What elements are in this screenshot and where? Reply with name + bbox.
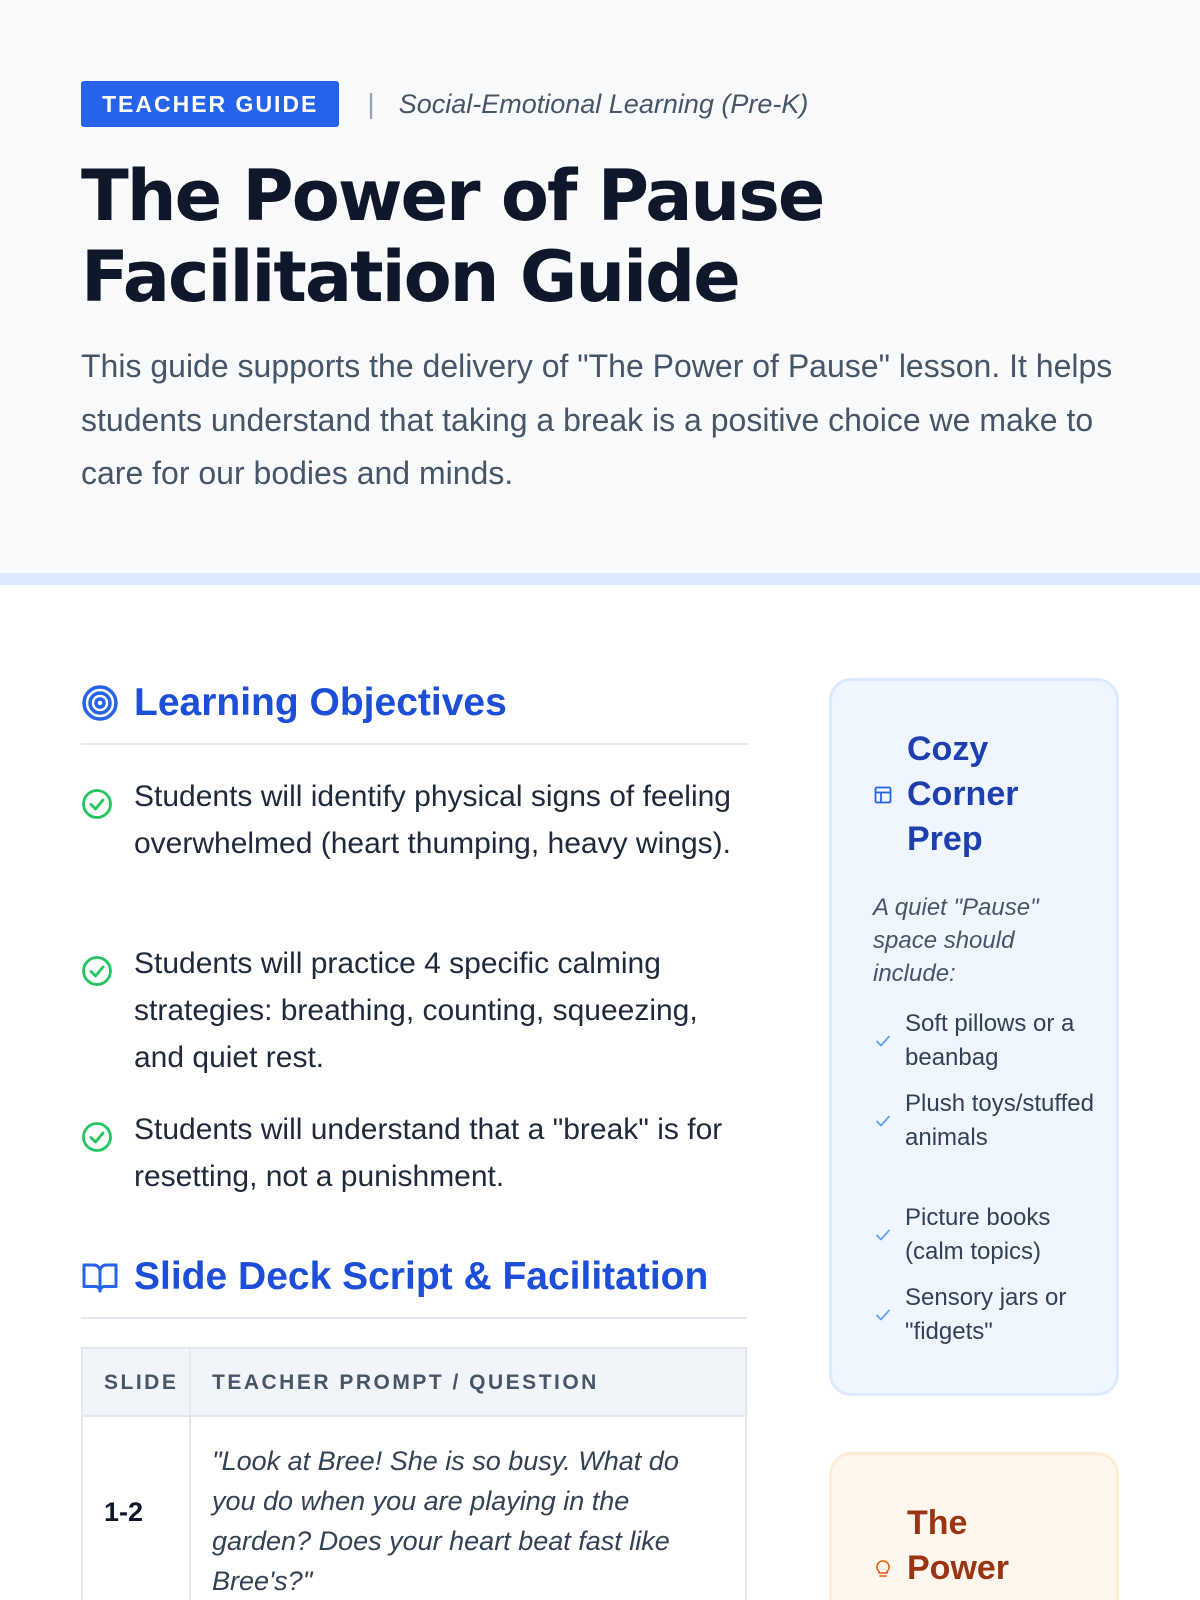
target-icon [81, 684, 119, 722]
check-circle-icon [81, 788, 113, 820]
check-icon [873, 1111, 893, 1131]
check-circle-icon [81, 1121, 113, 1153]
checklist-item [873, 1201, 1103, 1268]
table-cell-prompt: "Look at Bree! She is so busy. What do you do when you are playing in the garden? Does your heart beat fast like Bree's?" [212, 1446, 679, 1596]
script-heading [81, 1255, 708, 1299]
power-card-heading [872, 1501, 1047, 1591]
checklist-item [873, 1007, 1103, 1074]
book-icon [81, 1258, 119, 1296]
check-icon [873, 1031, 893, 1051]
column-header-slide: SLIDE [104, 1371, 179, 1394]
objective-item [81, 1106, 751, 1200]
objectives-heading [81, 681, 507, 725]
checklist-text: Sensory jars or "fidgets" [905, 1284, 1067, 1345]
objective-item [81, 773, 751, 867]
checklist-item [873, 1281, 1103, 1348]
table-header [83, 1349, 745, 1417]
checklist-text: Soft pillows or a beanbag [905, 1010, 1075, 1071]
title-line-2: Facilitation Guide [81, 236, 739, 318]
column-divider [189, 1349, 191, 1600]
script-divider [81, 1317, 747, 1319]
objective-text: Students will practice 4 specific calming strategies: breathing, counting, squeezing, and quiet rest. [134, 947, 698, 1074]
cozy-corner-card [829, 678, 1119, 1396]
power-card [829, 1452, 1119, 1600]
cozy-corner-heading [872, 727, 1047, 862]
script-table [81, 1347, 747, 1600]
subject-label: Social-Emotional Learning (Pre-K) [398, 88, 809, 119]
power-card-title [907, 1501, 1047, 1591]
hero-header [0, 0, 1200, 585]
checklist-item [873, 1087, 1103, 1154]
objectives-divider [81, 743, 747, 745]
check-icon [873, 1225, 893, 1245]
power-card-title-line-2: Power [907, 1549, 1010, 1587]
badge-row [81, 81, 808, 127]
checklist-text: Picture books (calm topics) [905, 1204, 1051, 1265]
badge-separator: | [367, 88, 375, 119]
objective-text: Students will identify physical signs of feeling overwhelmed (heart thumping, heavy wings). [134, 780, 731, 860]
script-heading-text: Slide Deck Script & Facilitation [134, 1255, 709, 1298]
teacher-guide-badge: TEACHER GUIDE [81, 81, 339, 127]
cozy-corner-note: A quiet "Pause" space should include: [873, 894, 1039, 987]
power-card-title-line-1: The [907, 1504, 968, 1542]
cozy-corner-title: Cozy Corner Prep [907, 730, 1019, 858]
title-line-1: The Power of Pause [81, 155, 824, 237]
intro-paragraph: This guide supports the delivery of "The Power of Pause" lesson. It helps students understand that taking a break is a positive choice we make to care for our bodies and minds. [81, 348, 1113, 491]
checklist-text: Plush toys/stuffed animals [905, 1090, 1094, 1151]
table-cell-slide: 1-2 [104, 1497, 144, 1527]
check-icon [873, 1305, 893, 1325]
column-header-prompt: TEACHER PROMPT / QUESTION [212, 1371, 599, 1394]
check-circle-icon [81, 955, 113, 987]
objective-item [81, 940, 751, 1081]
layout-icon [872, 784, 894, 806]
objectives-heading-text: Learning Objectives [134, 681, 507, 724]
objective-text: Students will understand that a "break" is for resetting, not a punishment. [134, 1113, 723, 1193]
page-title [81, 156, 1141, 318]
lightbulb-icon [872, 1558, 894, 1580]
